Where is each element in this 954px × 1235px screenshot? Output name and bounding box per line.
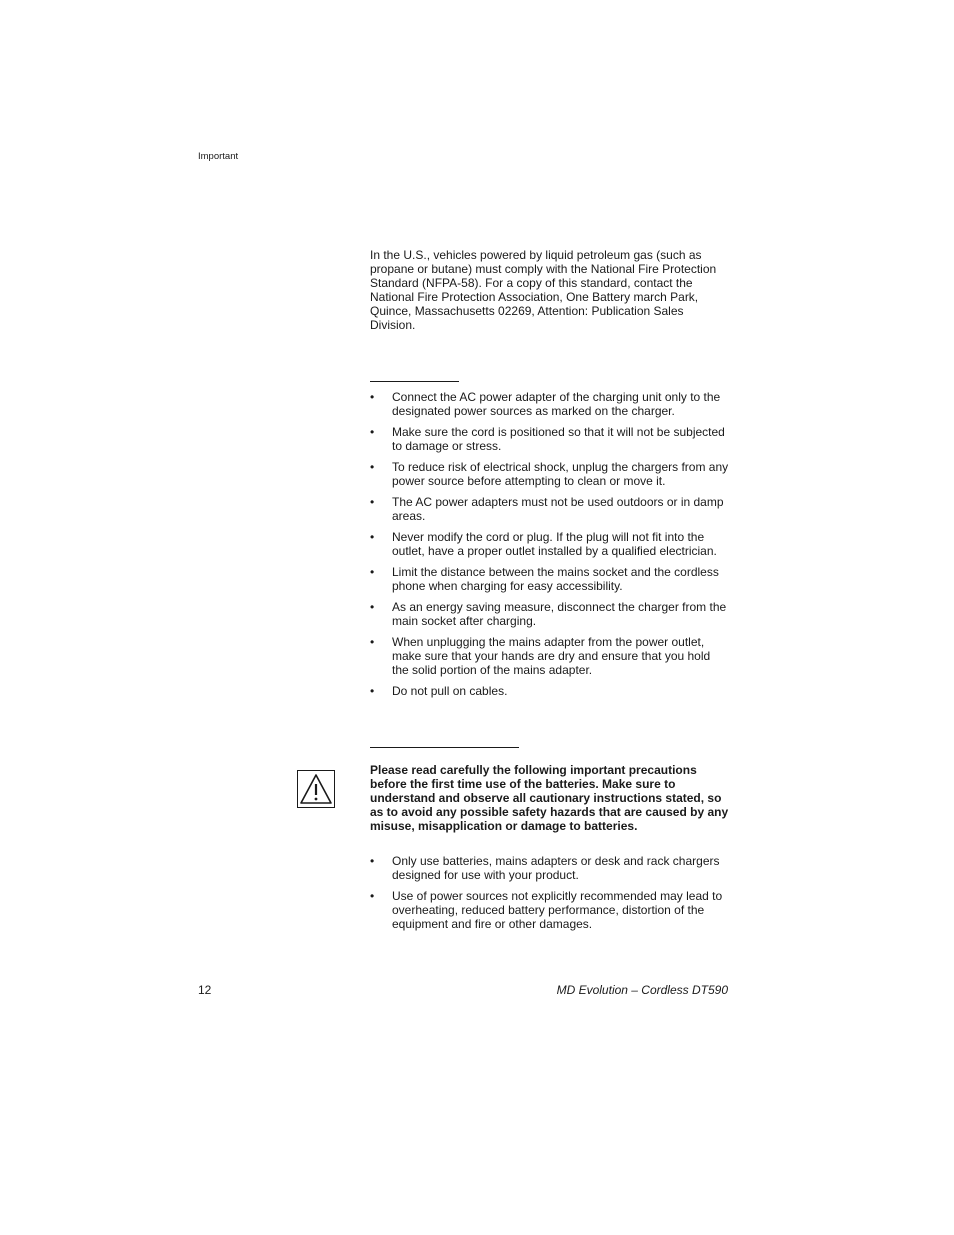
document-title: MD Evolution – Cordless DT590 [556,983,728,997]
bullet-icon: • [370,425,375,439]
warning-triangle-icon [297,770,335,808]
list-item: • When unplugging the mains adapter from the power outlet, make sure that your hands are dry and ensure that you hold the solid portion of the mains adapter. [370,635,711,677]
bullet-icon: • [370,684,375,698]
battery-warning-paragraph: Please read carefully the following important precautions before the first time use of the batteries. Make sure to understand and observe all cautionary instructions stated, so as to avoid any possible safety hazards that are caused by any misuse, misapplication or damage to batteries. [370,763,729,833]
bullet-icon: • [370,889,375,903]
bullet-icon: • [370,635,375,649]
bullet-icon: • [370,530,375,544]
bullet-icon: • [370,460,375,474]
list-item: • The AC power adapters must not be used outdoors or in damp areas. [370,495,724,523]
intro-section [370,248,730,332]
bullet-icon: • [370,390,375,404]
page-number: 12 [198,983,212,997]
charger-safety-list [370,390,730,698]
battery-safety-list [370,854,730,931]
list-item: • As an energy saving measure, disconnect the charger from the main socket after charging. [370,600,727,628]
bullet-icon: • [370,565,375,579]
battery-section [370,763,730,833]
battery-section-rule [370,747,519,748]
bullet-icon: • [370,854,375,868]
bullet-icon: • [370,600,375,614]
list-item: • Do not pull on cables. [370,684,508,698]
list-item: • Connect the AC power adapter of the charging unit only to the designated power sources as marked on the charger. [370,390,721,418]
battery-list-section [370,854,730,938]
charger-section [370,390,730,705]
list-item: • Never modify the cord or plug. If the plug will not fit into the outlet, have a proper outlet installed by a qualified electrician. [370,530,717,558]
list-item: • Make sure the cord is positioned so that it will not be subjected to damage or stress. [370,425,725,453]
list-item: • To reduce risk of electrical shock, unplug the chargers from any power source before attempting to clean or move it. [370,460,729,488]
list-item: • Limit the distance between the mains socket and the cordless phone when charging for easy accessibility. [370,565,719,593]
bullet-icon: • [370,495,375,509]
intro-paragraph: In the U.S., vehicles powered by liquid petroleum gas (such as propane or butane) must comply with the National Fire Protection Standard (NFPA-58). For a copy of this standard, contact the National Fire Protection Association, One Battery march Park, Quince, Massachusetts 02269, Attention: Publication Sales Division. [370,248,717,332]
list-item: • Use of power sources not explicitly recommended may lead to overheating, reduced battery performance, distortion of the equipment and fire or other damages. [370,889,723,931]
charger-section-rule [370,381,459,382]
running-head: Important [198,151,239,162]
list-item: • Only use batteries, mains adapters or desk and rack chargers designed for use with your product. [370,854,720,882]
